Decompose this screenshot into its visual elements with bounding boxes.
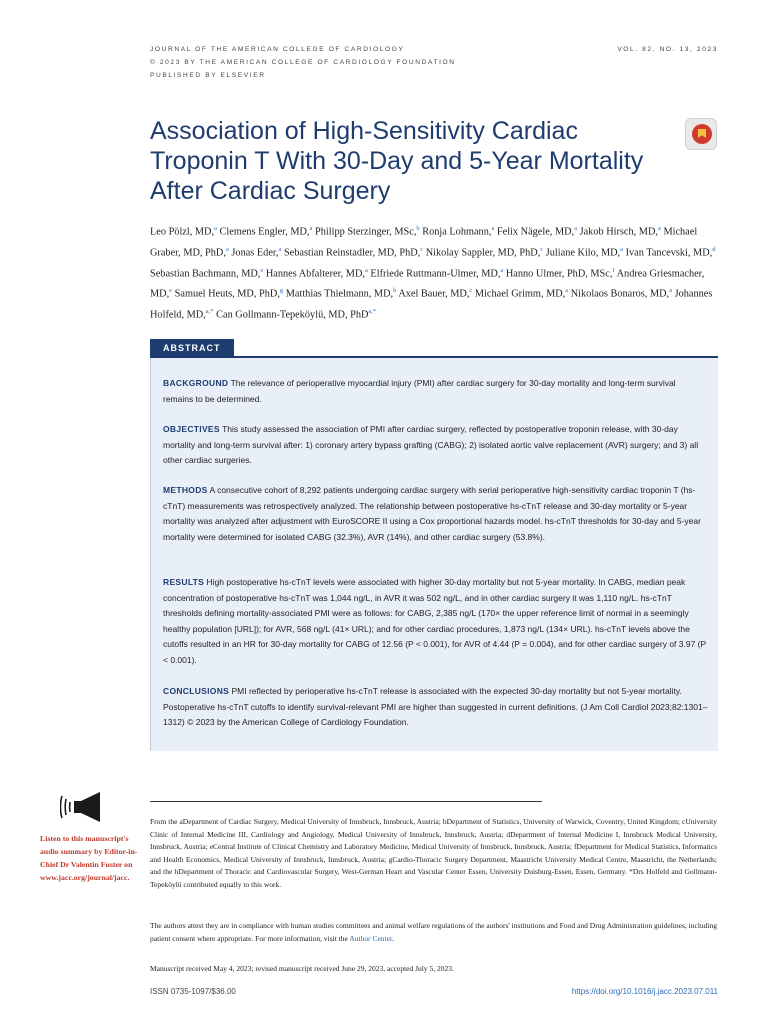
author-name: Nikolay Sappler, MD, PhD, <box>425 247 541 259</box>
abstract-results-text: High postoperative hs-cTnT levels were associated with higher 30-day mortality but not 5-year mortality. In CABG, median peak concentration of postoperative hs-cTnT was 1,044 ng/L, in AVR it was 502 ng/L, and in other cardiac surgery it was 1,110 ng/L. hs-cTnT thresholds defining mortality-associated PMI were as follows: for CABG, 2,385 ng/L (170× the upper reference limit of normal in a seemingly healthy population [URL]); for AVR, 568 ng/L (41× URL); and for other cardiac procedures, 1,873 ng/L (134× URL). hs-cTnT levels above the cutoffs resulted in an HR for 30-day mortality for CABG of 12.56 (P < 0.001), for AVR of 4.44 (P = 0.004), and for other cardiac surgery of 3.97 (P < 0.001). <box>163 577 707 665</box>
author-affiliation: a <box>565 287 569 295</box>
author-affiliation: f <box>612 266 615 274</box>
author-name: Ivan Tancevski, MD, <box>625 247 713 259</box>
author-affiliation: a <box>657 225 661 232</box>
author-affiliation: h <box>393 287 397 295</box>
abstract-objectives-text: This study assessed the association of PMI after cardiac surgery, reflected by postoperative troponin release, with 30-day mortality and long-term survival after: 1) coronary artery bypass grafting (CABG); 2) isolated aortic valve replacement (AVR) surgery; and 3) all other cardiac surgeries. <box>163 424 699 465</box>
article-title: Association of High-Sensitivity Cardiac Troponin T With 30-Day and 5-Year Mortality After Cardiac Surgery <box>150 117 644 205</box>
abstract-background <box>163 376 708 407</box>
author-name: Hanno Ulmer, PhD, MSc, <box>505 268 613 280</box>
manuscript-dates: Manuscript received May 4, 2023; revised manuscript received June 29, 2023, accepted July 5, 2023. <box>150 964 454 973</box>
author-affiliation: g <box>279 287 284 295</box>
author-affiliation: a <box>364 266 368 274</box>
abstract-methods-heading: METHODS <box>163 485 208 495</box>
doi-link[interactable]: https://doi.org/10.1016/j.jacc.2023.07.011 <box>571 987 718 996</box>
author-name: Ronja Lohmann, <box>422 226 492 238</box>
abstract-conclusions-heading: CONCLUSIONS <box>163 686 230 696</box>
abstract-conclusions-text: PMI reflected by perioperative hs-cTnT release is associated with the expected 30-day mortality but not 5-year mortality. Postoperative hs-cTnT cutoffs to identify survival-relevant PMI are higher than suggested in current definitions. (J Am Coll Cardiol 2023;82:1301–1312) © 2023 by the American College of Cardiology Foundation. <box>163 686 708 727</box>
abstract-objectives <box>163 422 708 469</box>
author-affiliation: e <box>260 266 264 274</box>
abstract-methods <box>163 483 708 545</box>
author-name: Can Gollmann-Tepeköylü, MD, PhD <box>216 309 369 321</box>
footnote-rule <box>150 801 542 802</box>
abstract-tab: ABSTRACT <box>150 339 234 357</box>
publisher-line: PUBLISHED BY ELSEVIER <box>150 72 266 79</box>
abstract-objectives-heading: OBJECTIVES <box>163 424 220 434</box>
author-name: Juliane Kilo, MD, <box>545 247 621 259</box>
author-name: Jakob Hirsch, MD, <box>579 226 658 238</box>
crossmark-icon[interactable] <box>685 118 717 150</box>
author-name: Nikolaos Bonaros, MD, <box>570 288 670 300</box>
abstract-conclusions <box>163 684 708 731</box>
author-name: Felix Nägele, MD, <box>496 226 575 238</box>
author-affiliation: a <box>225 245 229 253</box>
author-name: Hannes Abfalterer, MD, <box>265 268 365 280</box>
volume-info: VOL. 82, NO. 13, 2023 <box>617 46 718 53</box>
affiliations-footnote: From the aDepartment of Cardiac Surgery, Medical University of Innsbruck, Innsbruck, Austria; bDepartment of Statistics, University of Warwick, Coventry, United Kingdom; cUniversity Clinic of Internal Medicine III, Cardiology and Angiology, Medical University of Innsbruck, Innsbruck, Austria; dDepartment of Internal Medicine I, Innsbruck Medical University, Innsbruck, Austria; eCentral Institute of Clinical Chemistry and Laboratory Medicine, Medical University of Innsbruck, Innsbruck, Austria; fDepartment for Medical Statistics, Informatics and Health Economics, Medical University of Innsbruck, Innsbruck, Austria; gCardio-Thoracic Surgery Department, Maastricht University Medical Centre, Maastricht, the Netherlands; and the hDepartment of Thoracic and Cardiovascular Surgery, West-German Heart and Vascular Center Essen, University Duisburg-Essen, Essen, Germany. *Drs Holfeld and Gollmann-Tepeköylü contributed equally to this work. <box>150 817 717 889</box>
abstract-results <box>163 575 708 668</box>
author-name: Sebastian Reinstadler, MD, PhD, <box>283 247 421 259</box>
author-affiliation: b <box>416 225 420 232</box>
attestation-text: The authors attest they are in compliance with human studies committees and animal welfare regulations of the authors' institutions and Food and Drug Administration guidelines, including patient consent where appropriate. For more information, visit the <box>150 921 717 943</box>
author-name: Leo Pölzl, MD, <box>150 226 215 238</box>
issn-line: ISSN 0735-1097/$36.00 <box>150 987 236 996</box>
author-affiliation: d <box>712 245 716 253</box>
author-name: Clemens Engler, MD, <box>219 226 310 238</box>
author-name: Matthias Thielmann, MD, <box>285 288 394 300</box>
author-name: Andrea Griesmacher, MD, <box>150 268 705 300</box>
author-affiliation: c <box>469 287 473 295</box>
author-name: Elfriede Ruttmann-Ulmer, MD, <box>370 268 501 280</box>
copyright-line: © 2023 BY THE AMERICAN COLLEGE OF CARDIOLOGY FOUNDATION <box>150 59 456 66</box>
author-list <box>150 220 725 324</box>
author-affiliation: a <box>574 225 578 232</box>
author-affiliation: a,* <box>205 308 214 316</box>
journal-name: JOURNAL OF THE AMERICAN COLLEGE OF CARDIOLOGY <box>150 46 405 53</box>
author-affiliation: a <box>309 225 313 232</box>
abstract-results-heading: RESULTS <box>163 577 205 587</box>
abstract-background-heading: BACKGROUND <box>163 378 229 388</box>
author-affiliation: a <box>214 225 217 232</box>
author-name: Johannes Holfeld, MD, <box>150 288 713 321</box>
author-name: Michael Graber, MD, PhD, <box>150 226 698 259</box>
abstract-methods-text: A consecutive cohort of 8,292 patients undergoing cardiac surgery with serial perioperative high-sensitivity cardiac troponin T (hs-cTnT) measurements was retrospectively analyzed. The relationship between postoperative hs-cTnT release and 30-day mortality or 5-year mortality was analyzed after adjustment with EuroSCORE II using a Cox proportional hazards model. hs-cTnT thresholds for 30-day and 5-year mortality were determined for isolated CABG (32.3%), AVR (14%), and other cardiac surgery (53.8%). <box>163 485 701 542</box>
author-name: Jonas Eder, <box>231 247 279 259</box>
author-affiliation: e <box>169 287 173 295</box>
audio-summary-text[interactable]: Listen to this manuscript's audio summary by Editor-in-Chief Dr Valentin Fuster on www.jacc.org/journal/jacc. <box>40 834 138 882</box>
author-affiliation: a <box>278 245 282 253</box>
author-name: Michael Grimm, MD, <box>474 288 566 300</box>
author-name: Sebastian Bachmann, MD, <box>150 268 261 280</box>
author-affiliation: a <box>620 245 624 253</box>
abstract-background-text: The relevance of perioperative myocardial injury (PMI) after cardiac surgery for 30-day mortality and long-term survival remains to be determined. <box>163 378 676 404</box>
author-affiliation: a <box>669 287 673 295</box>
author-name: Philipp Sterzinger, MSc, <box>314 226 417 238</box>
audio-summary-icon[interactable] <box>60 790 104 824</box>
author-affiliation: a,* <box>368 308 377 316</box>
attestation-footnote: The authors attest they are in compliance with human studies committees and animal welfare regulations of the authors' institutions and Food and Drug Administration guidelines, including patient consent where appropriate. For more information, visit the Author Center. <box>150 921 717 943</box>
author-affiliation: c <box>540 245 544 253</box>
author-affiliation: a <box>500 266 504 274</box>
author-center-link[interactable]: Author Center <box>349 933 393 943</box>
author-name: Samuel Heuts, MD, PhD, <box>174 288 280 300</box>
author-affiliation: a <box>491 225 495 232</box>
author-affiliation: c <box>420 245 424 253</box>
author-name: Axel Bauer, MD, <box>398 288 470 300</box>
